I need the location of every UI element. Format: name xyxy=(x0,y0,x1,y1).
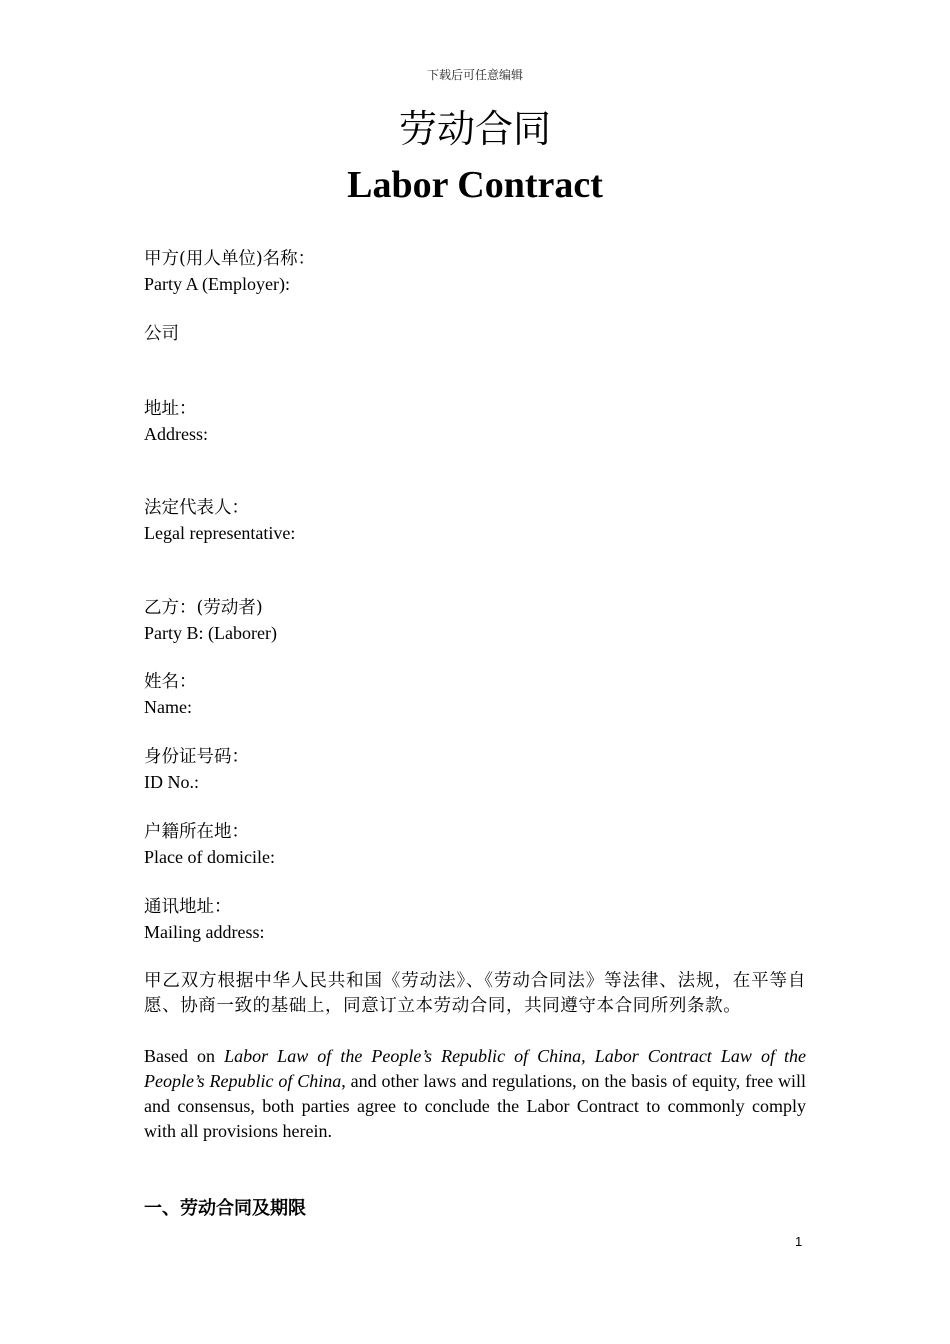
address-label-en: Address: xyxy=(144,424,208,444)
mailing-label-en: Mailing address: xyxy=(144,922,265,942)
address-label-cn: 地址： xyxy=(144,399,197,419)
party-b-label-en: Party B: (Laborer) xyxy=(144,623,277,643)
page-number: 1 xyxy=(795,1234,803,1249)
party-a-label-en: Party A (Employer): xyxy=(144,274,290,294)
header-note: 下载后可任意编辑 xyxy=(426,68,523,82)
name-label-cn: 姓名： xyxy=(144,672,197,692)
domicile-label-cn: 户籍所在地： xyxy=(144,822,249,842)
legal-rep-label-cn: 法定代表人： xyxy=(144,498,249,518)
intro-en-suffix: , and other laws and regulations, on the basis of equity, free will and consensus, both parties agree to conclude the Labor Contract to commonly comply with all provisions herein. xyxy=(144,1071,806,1141)
intro-en-law-names: Labor Law of the People’s Republic of China, Labor Contract Law of the People’s Republic of China xyxy=(144,1046,806,1091)
intro-paragraph-cn: 甲乙双方根据中华人民共和国《劳动法》、《劳动合同法》等法律、法规，在平等自愿、协商一致的基础上，同意订立本劳动合同，共同遵守本合同所列条款。 xyxy=(144,971,806,1016)
legal-rep-label-en: Legal representative: xyxy=(144,523,296,543)
domicile-label-en: Place of domicile: xyxy=(144,847,275,867)
name-label-en: Name: xyxy=(144,697,192,717)
party-a-label-cn: 甲方(用人单位)名称： xyxy=(144,249,316,269)
intro-paragraph-en xyxy=(144,1044,806,1144)
section-heading-1: 一、劳动合同及期限 xyxy=(144,1198,306,1219)
company-value: 公司 xyxy=(144,324,179,344)
intro-en-prefix: Based on xyxy=(144,1046,225,1066)
title-english: Labor Contract xyxy=(347,164,603,206)
id-label-en: ID No.: xyxy=(144,772,199,792)
mailing-label-cn: 通讯地址： xyxy=(144,897,232,917)
id-label-cn: 身份证号码： xyxy=(144,747,249,767)
party-b-label-cn: 乙方：(劳动者) xyxy=(144,598,263,618)
title-chinese: 劳动合同 xyxy=(398,107,551,151)
